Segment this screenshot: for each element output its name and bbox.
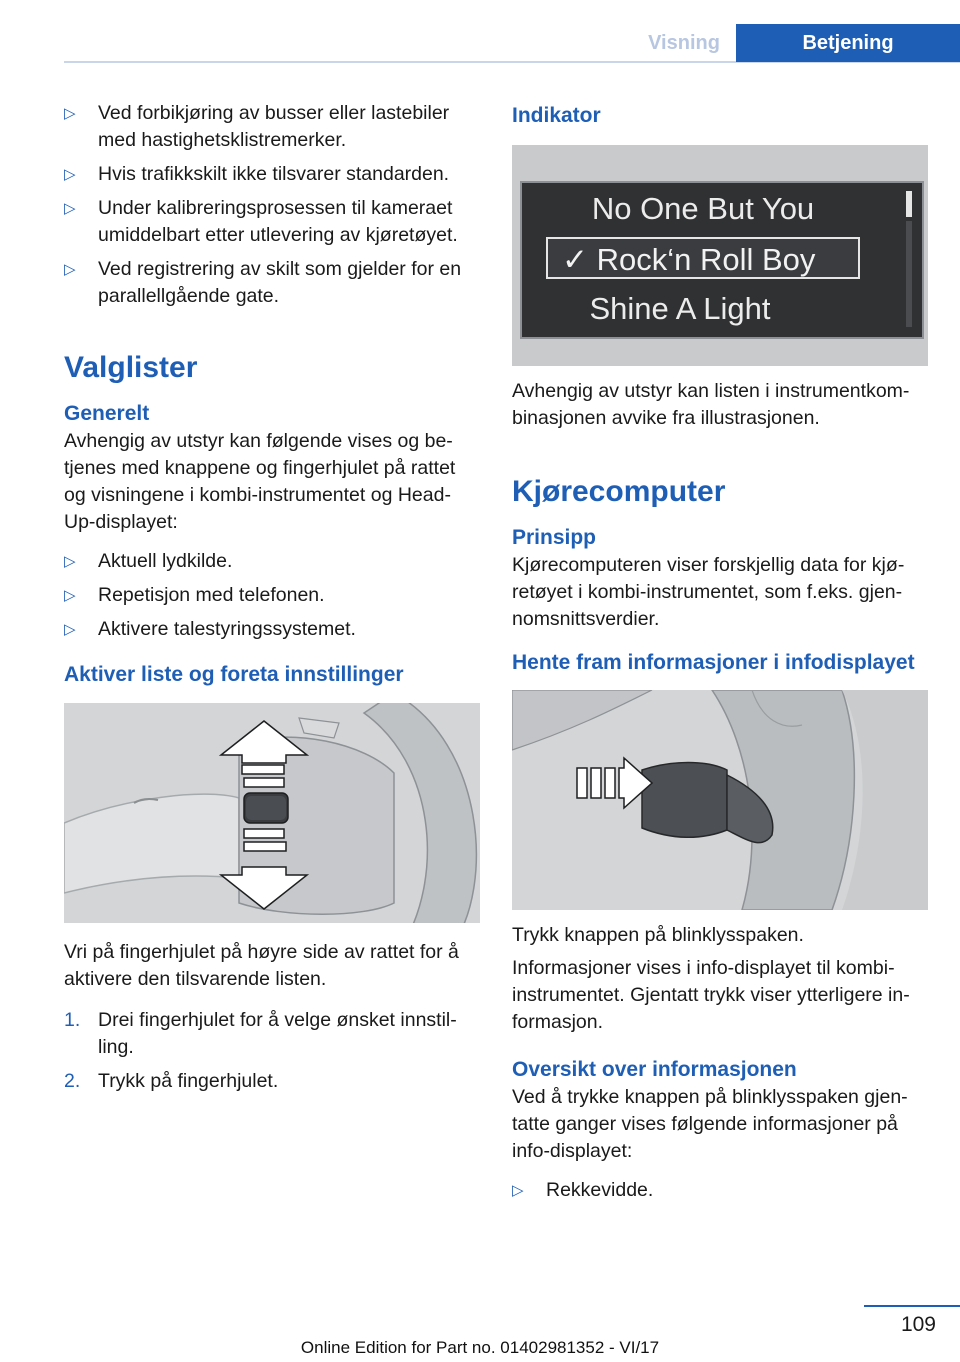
display-list-item-selected: ✓ Rock‘n Roll Boy	[546, 237, 860, 279]
triangle-right-icon: ▷	[64, 166, 76, 183]
step-number: 1.	[64, 1009, 81, 1031]
display-list-item: No One But You	[591, 191, 815, 226]
list-item: ▷ Under kalibreringsprosessen til kameraet umiddelbart etter utlevering av kjøretøyet.	[64, 197, 458, 246]
generelt-bullet-list	[64, 548, 480, 643]
footer-rule	[864, 1305, 960, 1307]
aktiver-caption: Vri på fingerhjulet på høyre side av rattet for å aktivere den tilsvarende listen.	[64, 941, 459, 990]
subsection-title-indikator: Indikator	[512, 104, 601, 127]
instrument-list-illustration	[512, 145, 928, 366]
subsection-title-prinsipp: Prinsipp	[512, 526, 597, 549]
left-column	[64, 100, 480, 1102]
scrollbar-track	[906, 221, 912, 327]
prinsipp-text: Kjørecomputeren viser forskjellig data for kjøretøyet i kombi-instrumentet, som f.eks. gjennomsnittsverdier.	[512, 554, 905, 630]
subsection-title-oversikt: Oversikt over informasjonen	[512, 1058, 797, 1081]
subsection-title-hente-fram: Hente fram informasjoner i infodisplayet	[512, 651, 915, 674]
triangle-right-icon: ▷	[64, 621, 76, 638]
right-column	[512, 100, 928, 1211]
oversikt-text: Ved å trykke knappen på blinklysspaken gjentatte ganger vises følgende informasjoner på info-displayet:	[512, 1086, 908, 1162]
list-item: ▷ Ved registrering av skilt som gjelder for en parallellgående gate.	[64, 258, 462, 307]
steps-list	[64, 1007, 480, 1095]
tab-betjening[interactable]: Betjening	[736, 24, 960, 62]
steering-wheel-drawing	[64, 703, 480, 923]
display-list-item: Shine A Light	[589, 291, 771, 326]
list-item: ▷ Aktivere talestyringssystemet.	[64, 616, 480, 643]
list-item: ▷ Rekkevidde.	[512, 1177, 928, 1204]
triangle-right-icon: ▷	[64, 587, 76, 604]
indikator-text: Avhengig av utstyr kan listen i instrumentkombinasjonen avvike fra illustrasjonen.	[512, 380, 910, 429]
page-number: 109	[900, 1313, 936, 1336]
triangle-right-icon: ▷	[64, 200, 76, 217]
list-item: ▷ Hvis trafikkskilt ikke tilsvarer standarden.	[64, 161, 480, 188]
oversikt-bullet-list	[512, 1177, 928, 1204]
list-item: ▷ Aktuell lydkilde.	[64, 548, 480, 575]
step-number: 2.	[64, 1070, 81, 1092]
subsection-title-generelt: Generelt	[64, 402, 150, 425]
turn-signal-lever-drawing	[512, 690, 928, 910]
tab-visning[interactable]: Visning	[648, 32, 720, 54]
hente-text-1: Trykk knappen på blinklysspaken.	[512, 924, 804, 946]
footer-edition: Online Edition for Part no. 01402981352 - VI/17	[300, 1338, 660, 1357]
triangle-right-icon: ▷	[64, 553, 76, 570]
section-title-kjorecomputer: Kjørecomputer	[512, 475, 726, 508]
steering-wheel-illustration	[64, 703, 480, 923]
list-item: 2. Trykk på fingerhjulet.	[64, 1068, 480, 1095]
triangle-right-icon: ▷	[64, 261, 76, 278]
triangle-right-icon: ▷	[512, 1182, 524, 1199]
list-item: ▷ Repetisjon med telefonen.	[64, 582, 480, 609]
subsection-title-aktiver-liste: Aktiver liste og foreta innstillinger	[64, 663, 404, 686]
generelt-text: Avhengig av utstyr kan følgende vises og betjenes med knappene og fingerhjulet på rattet og visningene i kombi-instrumentet og Head-Up-displayet:	[64, 430, 456, 533]
scrollbar-thumb	[906, 191, 912, 217]
hente-text-2: Informasjoner vises i info-displayet til kombiinstrumentet. Gjentatt trykk viser ytterligere informasjon.	[512, 957, 910, 1033]
list-item: ▷ Ved forbikjøring av busser eller lastebiler med hastighetsklistremerker.	[64, 102, 450, 151]
section-title-valglister: Valglister	[64, 351, 198, 384]
list-item: 1. Drei fingerhjulet for å velge ønsket innstilling.	[64, 1009, 457, 1058]
turn-signal-lever-illustration	[512, 690, 928, 910]
triangle-right-icon: ▷	[64, 105, 76, 122]
intro-bullet-list	[64, 100, 480, 310]
